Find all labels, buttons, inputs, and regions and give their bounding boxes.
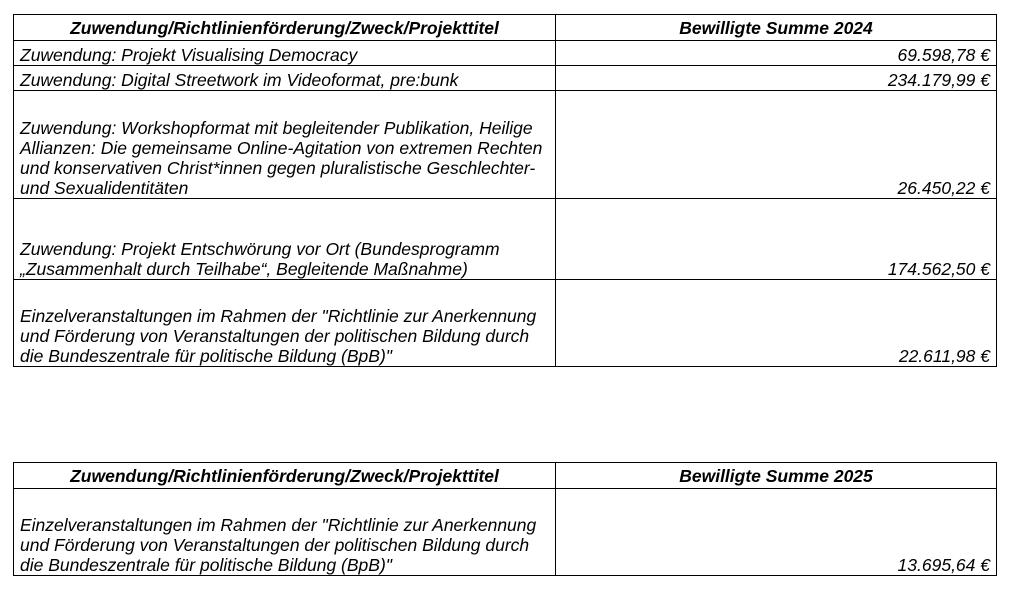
row-amount: 234.179,99 € — [556, 66, 997, 91]
row-title: Einzelveranstaltungen im Rahmen der "Richtlinie zur Anerkennung und Förderung von Veranstaltungen der politischen Bildung durch die Bundeszentrale für politische Bildung (BpB)" — [14, 280, 556, 367]
row-amount: 13.695,64 € — [556, 489, 997, 576]
row-title: Zuwendung: Workshopformat mit begleitender Publikation, Heilige Allianzen: Die gemeinsame Online-Agitation von extremen Rechten und konservativen Christ*innen gegen pluralistische Geschlechter- und Sexualidentitäten — [14, 91, 556, 199]
funding-table-2024 — [13, 14, 997, 367]
table-row — [14, 280, 997, 367]
row-title: Zuwendung: Projekt Visualising Democracy — [14, 41, 556, 66]
row-amount: 22.611,98 € — [556, 280, 997, 367]
funding-table-2025 — [13, 462, 997, 576]
row-title: Zuwendung: Digital Streetwork im Videoformat, pre:bunk — [14, 66, 556, 91]
table-row — [14, 199, 997, 280]
header-approved-sum: Bewilligte Summe 2025 — [556, 463, 997, 489]
table-header-row — [14, 15, 997, 41]
table-row — [14, 41, 997, 66]
table-header-row — [14, 463, 997, 489]
row-title: Einzelveranstaltungen im Rahmen der "Richtlinie zur Anerkennung und Förderung von Veranstaltungen der politischen Bildung durch die Bundeszentrale für politische Bildung (BpB)" — [14, 489, 556, 576]
row-amount: 26.450,22 € — [556, 91, 997, 199]
table-row — [14, 489, 997, 576]
header-project-title: Zuwendung/Richtlinienförderung/Zweck/Projekttitel — [14, 463, 556, 489]
row-amount: 69.598,78 € — [556, 41, 997, 66]
table-row — [14, 66, 997, 91]
header-project-title: Zuwendung/Richtlinienförderung/Zweck/Projekttitel — [14, 15, 556, 41]
table-row — [14, 91, 997, 199]
header-approved-sum: Bewilligte Summe 2024 — [556, 15, 997, 41]
row-amount: 174.562,50 € — [556, 199, 997, 280]
row-title: Zuwendung: Projekt Entschwörung vor Ort (Bundesprogramm „Zusammenhalt durch Teilhabe“, Begleitende Maßnahme) — [14, 199, 556, 280]
